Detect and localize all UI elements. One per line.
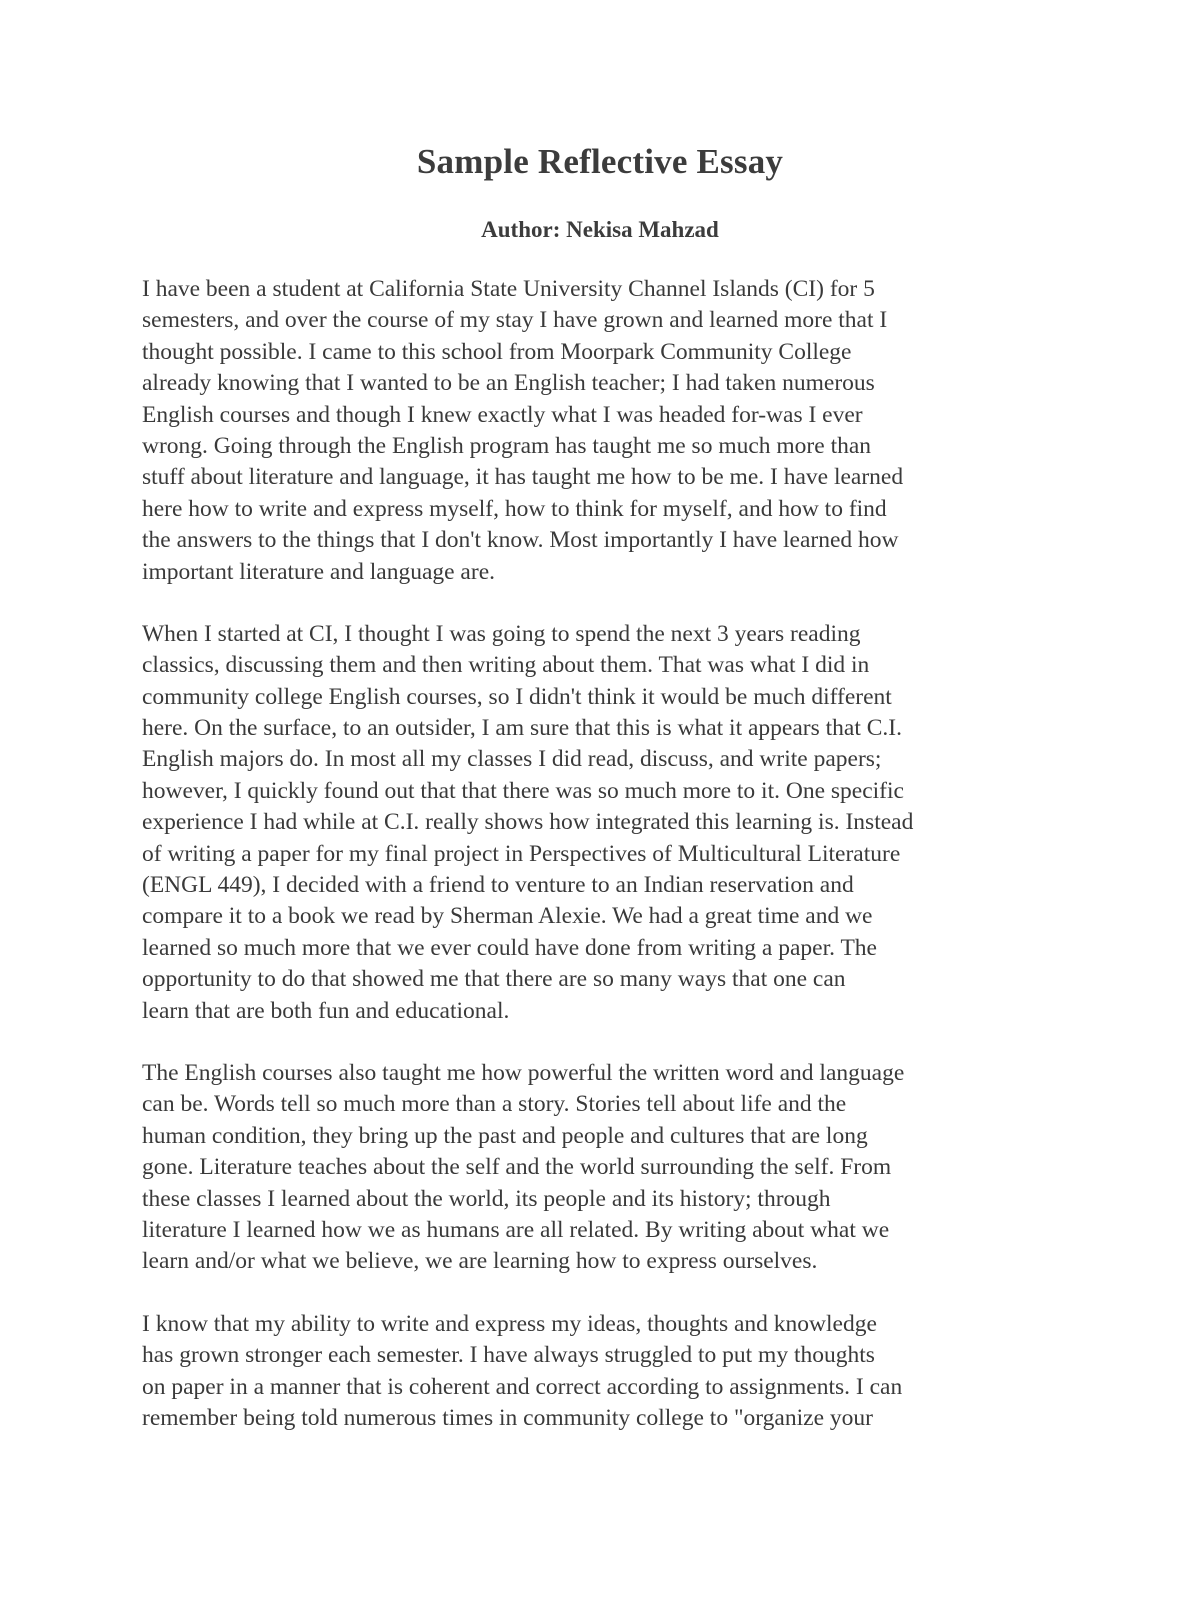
essay-line: already knowing that I wanted to be an English teacher; I had taken numerous — [142, 370, 875, 397]
essay-line: has grown stronger each semester. I have always struggled to put my thoughts — [142, 1342, 875, 1369]
essay-line: these classes I learned about the world, its people and its history; through — [142, 1185, 831, 1212]
document-title: Sample Reflective Essay — [416, 142, 784, 181]
essay-line: however, I quickly found out that that there was so much more to it. One specific — [142, 777, 904, 804]
essay-line: of writing a paper for my final project in Perspectives of Multicultural Literature — [142, 840, 901, 867]
essay-line: community college English courses, so I didn't think it would be much different — [142, 683, 892, 710]
essay-line: wrong. Going through the English program has taught me so much more than — [142, 432, 872, 459]
essay-paragraph — [142, 274, 1072, 588]
essay-paragraph — [142, 1058, 1072, 1278]
essay-line: I have been a student at California State University Channel Islands (CI) for 5 — [142, 276, 875, 302]
essay-line: on paper in a manner that is coherent and correct according to assignments. I can — [142, 1373, 903, 1400]
essay-line: (ENGL 449), I decided with a friend to venture to an Indian reservation and — [142, 872, 854, 899]
essay-line: classics, discussing them and then writing about them. That was what I did in — [142, 652, 870, 679]
essay-body — [142, 274, 1072, 1465]
document-author: Author: Nekisa Mahzad — [481, 217, 719, 242]
essay-line: thought possible. I came to this school from Moorpark Community College — [142, 338, 852, 365]
essay-line: experience I had while at C.I. really shows how integrated this learning is. Instead — [142, 809, 914, 836]
essay-line: remember being told numerous times in community college to "organize your — [142, 1404, 873, 1431]
essay-line: When I started at CI, I thought I was going to spend the next 3 years reading — [142, 620, 861, 647]
essay-paragraph — [142, 1309, 1072, 1435]
essay-line: compare it to a book we read by Sherman Alexie. We had a great time and we — [142, 903, 873, 930]
essay-line: learned so much more that we ever could have done from writing a paper. The — [142, 934, 877, 961]
essay-line: learn and/or what we believe, we are learning how to express ourselves. — [142, 1248, 818, 1275]
essay-line: English courses and though I knew exactly what I was headed for-was I ever — [142, 401, 863, 428]
essay-line: human condition, they bring up the past and people and cultures that are long — [142, 1122, 868, 1149]
essay-line: stuff about literature and language, it has taught me how to be me. I have learned — [142, 464, 904, 491]
essay-line: the answers to the things that I don't know. Most importantly I have learned how — [142, 527, 899, 554]
essay-line: semesters, and over the course of my stay I have grown and learned more that I — [142, 307, 888, 334]
essay-line: The English courses also taught me how powerful the written word and language — [142, 1059, 905, 1086]
essay-line: opportunity to do that showed me that there are so many ways that one can — [142, 966, 846, 993]
essay-line: literature I learned how we as humans are all related. By writing about what we — [142, 1216, 890, 1243]
essay-line: here how to write and express myself, how to think for myself, and how to find — [142, 495, 887, 522]
essay-line: learn that are both fun and educational. — [142, 997, 510, 1024]
essay-line: gone. Literature teaches about the self and the world surrounding the self. From — [142, 1154, 892, 1181]
essay-line: important literature and language are. — [142, 558, 495, 585]
essay-line: English majors do. In most all my classes I did read, discuss, and write papers; — [142, 746, 882, 773]
essay-line: can be. Words tell so much more than a story. Stories tell about life and the — [142, 1091, 847, 1118]
essay-line: I know that my ability to write and express my ideas, thoughts and knowledge — [142, 1310, 877, 1337]
essay-paragraph — [142, 619, 1072, 1027]
essay-line: here. On the surface, to an outsider, I am sure that this is what it appears that C.I. — [142, 715, 902, 742]
